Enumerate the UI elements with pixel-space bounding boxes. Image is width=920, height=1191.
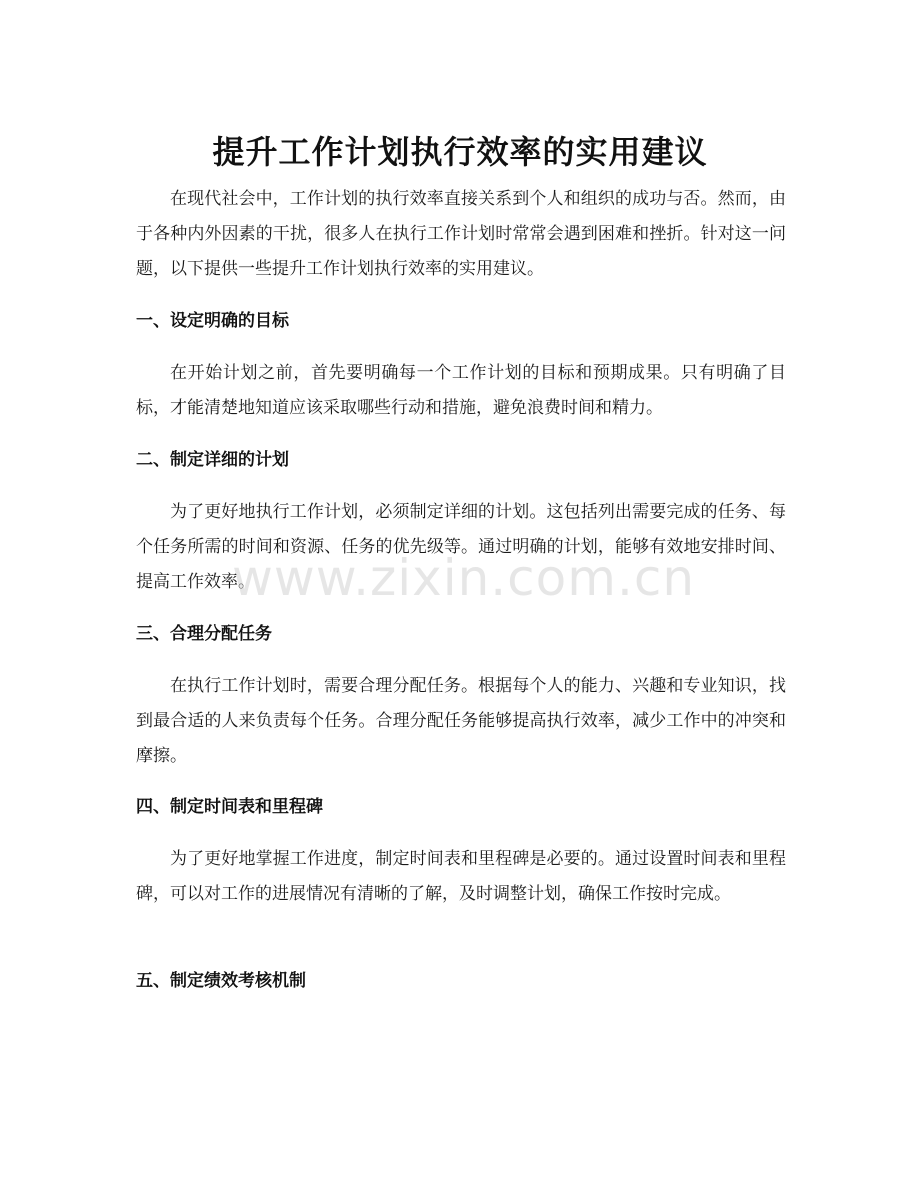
section-heading-1: 一、设定明确的目标 (136, 311, 289, 331)
watermark: www.zixin.com.cn (232, 549, 696, 607)
section-body-1: 在开始计划之前，首先要明确每一个工作计划的目标和预期成果。只有明确了目标，才能清楚地知道应该采取哪些行动和措施，避免浪费时间和精力。 (136, 363, 786, 418)
section-body-4: 为了更好地掌握工作进度，制定时间表和里程碑是必要的。通过设置时间表和里程碑，可以对工作的进展情况有清晰的了解，及时调整计划，确保工作按时完成。 (136, 849, 786, 904)
page-title: 提升工作计划执行效率的实用建议 (212, 133, 708, 172)
section-body-2: 为了更好地执行工作计划，必须制定详细的计划。这包括列出需要完成的任务、每个任务所需的时间和资源、任务的优先级等。通过明确的计划，能够有效地安排时间、提高工作效率。 (136, 502, 786, 592)
section-heading-5: 五、制定绩效考核机制 (136, 971, 306, 991)
section-heading-2: 二、制定详细的计划 (136, 450, 289, 470)
section-heading-3: 三、合理分配任务 (136, 624, 272, 644)
intro-paragraph: 在现代社会中，工作计划的执行效率直接关系到个人和组织的成功与否。然而，由于各种内外因素的干扰，很多人在执行工作计划时常常会遇到困难和挫折。针对这一问题，以下提供一些提升工作计划执行效率的实用建议。 (136, 189, 786, 279)
section-body-3: 在执行工作计划时，需要合理分配任务。根据每个人的能力、兴趣和专业知识，找到最合适的人来负责每个任务。合理分配任务能够提高执行效率，减少工作中的冲突和摩擦。 (136, 676, 786, 766)
section-heading-4: 四、制定时间表和里程碑 (136, 797, 323, 817)
